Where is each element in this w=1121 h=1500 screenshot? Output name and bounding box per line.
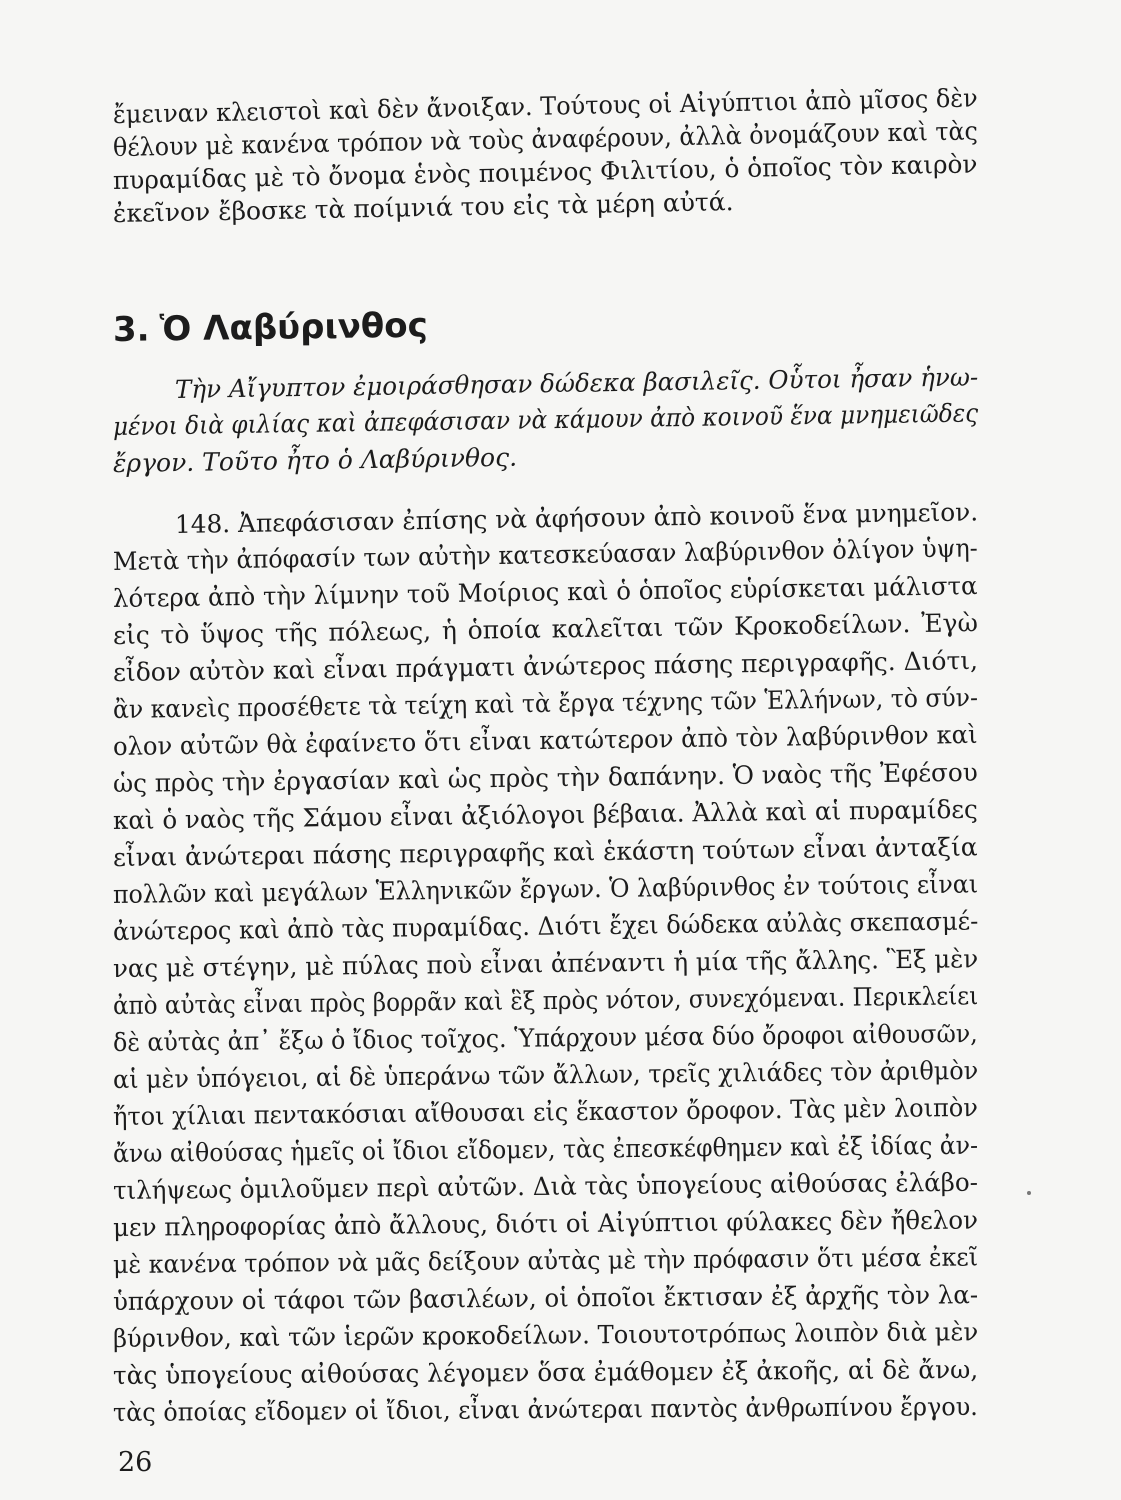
body-line: Μετὰ τὴν ἀπόφασίν των αὐτὴν κατεσκεύασαν λαβύρινθον ὀλίγον ὑψη- bbox=[112, 533, 978, 576]
body-line: μεν πληροφορίας ἀπὸ ἄλλους, διότι οἱ Αἰγύπτιοι φύλακες δὲν ἤθελον bbox=[112, 1205, 979, 1242]
print-speck bbox=[1027, 1191, 1031, 1195]
body-line: ἂν κανεὶς προσέθετε τὰ τείχη καὶ τὰ ἔργα τέχνης τῶν Ἑλλήνων, τὸ σύν- bbox=[112, 682, 979, 724]
body-line: λότερα ἀπὸ τὴν λίμνην τοῦ Μοίριος καὶ ὁ ὁποῖος εὑρίσκεται μάλιστα bbox=[112, 571, 978, 613]
section-title: Ὁ Λαβύρινθος bbox=[159, 305, 428, 350]
text-line: πυραμίδας μὲ τὸ ὄνομα ἑνὸς ποιμένος Φιλιτίου, ὁ ὁποῖος τὸν καιρὸν bbox=[112, 149, 978, 195]
body-line: ολον αὐτῶν θὰ ἐφαίνετο ὅτι εἶναι κατώτερον ἀπὸ τὸν λαβύρινθον καὶ bbox=[112, 719, 978, 761]
body-line: βύρινθον, καὶ τῶν ἱερῶν κροκοδείλων. Τοιουτοτρόπως λοιπὸν διὰ μὲν bbox=[112, 1317, 979, 1353]
body-line: πολλῶν καὶ μεγάλων Ἑλληνικῶν ἔργων. Ὁ λαβύρινθος ἐν τούτοις εἶναι bbox=[112, 869, 979, 909]
body-line: εἰς τὸ ὕψος τῆς πόλεως, ἡ ὁποία καλεῖται τῶν Κροκοδείλων. Ἐγὼ bbox=[112, 608, 979, 650]
body-line: ὑπάρχουν οἱ τάφοι τῶν βασιλέων, οἱ ὁποῖοι ἔκτισαν ἐξ ἀρχῆς τὸν λα- bbox=[112, 1280, 979, 1316]
body-line: τὰς ὑπογείους αἰθούσας λέγομεν ὅσα ἐμάθομεν ἐξ ἀκοῆς, αἱ δὲ ἄνω, bbox=[112, 1354, 979, 1390]
body-line: μὲ κανένα τρόπον νὰ μᾶς δείξουν αὐτὰς μὲ τὴν πρόφασιν ὅτι μέσα ἐκεῖ bbox=[112, 1242, 979, 1279]
page-number: 26 bbox=[118, 1447, 153, 1478]
section-heading bbox=[113, 304, 428, 352]
body-line: δὲ αὐτὰς ἀπ᾽ ἔξω ὁ ἴδιος τοῖχος. Ὑπάρχουν μέσα δύο ὄροφοι αἰθουσῶν, bbox=[112, 1018, 978, 1057]
text-line: ἐκεῖνον ἔβοσκε τὰ ποίμνιά του εἰς τὰ μέρη αὐτά. bbox=[112, 187, 734, 228]
body-line: τὰς ὁποίας εἴδομεν οἱ ἴδιοι, εἶναι ἀνώτεραι παντὸς ἀνθρωπίνου ἔργου. bbox=[112, 1391, 978, 1427]
body-line: ἀνώτερος καὶ ἀπὸ τὰς πυραμίδας. Διότι ἔχει δώδεκα αὐλὰς σκεπασμέ- bbox=[112, 906, 979, 946]
body-line: ἀπὸ αὐτὰς εἶναι πρὸς βορρᾶν καὶ ἓξ πρὸς νότον, συνεχόμεναι. Περικλείει bbox=[112, 981, 979, 1020]
body-line: ὡς πρὸς τὴν ἐργασίαν καὶ ὡς πρὸς τὴν δαπάνην. Ὁ ναὸς τῆς Ἐφέσου bbox=[112, 757, 978, 798]
text-line: θέλουν μὲ κανένα τρόπον νὰ τοὺς ἀναφέρουν, ἀλλὰ ὀνομάζουν καὶ τὰς bbox=[112, 116, 979, 162]
summary-line: Τὴν Αἴγυπτον ἐμοιράσθησαν δώδεκα βασιλεῖς. Οὗτοι ἦσαν ἡνω- bbox=[174, 362, 979, 404]
body-line: αἱ μὲν ὑπόγειοι, αἱ δὲ ὑπεράνω τῶν ἄλλων, τρεῖς χιλιάδες τὸν ἀριθμὸν bbox=[112, 1055, 979, 1094]
text-line: ἔμειναν κλειστοὶ καὶ δὲν ἄνοιξαν. Τούτους οἱ Αἰγύπτιοι ἀπὸ μῖσος δὲν bbox=[112, 83, 978, 129]
body-line: νας μὲ στέγην, μὲ πύλας ποὺ εἶναι ἀπέναντι ἡ μία τῆς ἄλλης. Ἓξ μὲν bbox=[112, 944, 979, 983]
body-line: ἤτοι χίλιαι πεντακόσιαι αἴθουσαι εἰς ἕκαστον ὄροφον. Τὰς μὲν λοιπὸν bbox=[112, 1092, 978, 1131]
section-number: 3. bbox=[112, 309, 150, 350]
body-line: καὶ ὁ ναὸς τῆς Σάμου εἶναι ἀξιόλογοι βέβαια. Ἀλλὰ καὶ αἱ πυραμίδες bbox=[112, 794, 978, 835]
body-line: εἶναι ἀνώτεραι πάσης περιγραφῆς καὶ ἑκάστη τούτων εἶναι ἀνταξία bbox=[112, 832, 978, 872]
body-line: τιλήψεως ὁμιλοῦμεν περὶ αὐτῶν. Διὰ τὰς ὑπογείους αἰθούσας ἐλάβο- bbox=[112, 1167, 979, 1205]
body-line: 148. Ἀπεφάσισαν ἐπίσης νὰ ἀφήσουν ἀπὸ κοινοῦ ἕνα μνημεῖον. bbox=[174, 497, 979, 539]
summary-line: μένοι διὰ φιλίας καὶ ἀπεφάσισαν νὰ κάμουν ἀπὸ κοινοῦ ἕνα μνημειῶδες bbox=[112, 398, 979, 441]
summary-line: ἔργον. Τοῦτο ἦτο ὁ Λαβύρινθος. bbox=[112, 442, 518, 478]
body-line: ἄνω αἰθούσας ἡμεῖς οἱ ἴδιοι εἴδομεν, τὰς ἐπεσκέφθημεν καὶ ἐξ ἰδίας ἀν- bbox=[112, 1130, 979, 1168]
body-line: εἶδον αὐτὸν καὶ εἶναι πράγματι ἀνώτερος πάσης περιγραφῆς. Διότι, bbox=[112, 645, 979, 687]
